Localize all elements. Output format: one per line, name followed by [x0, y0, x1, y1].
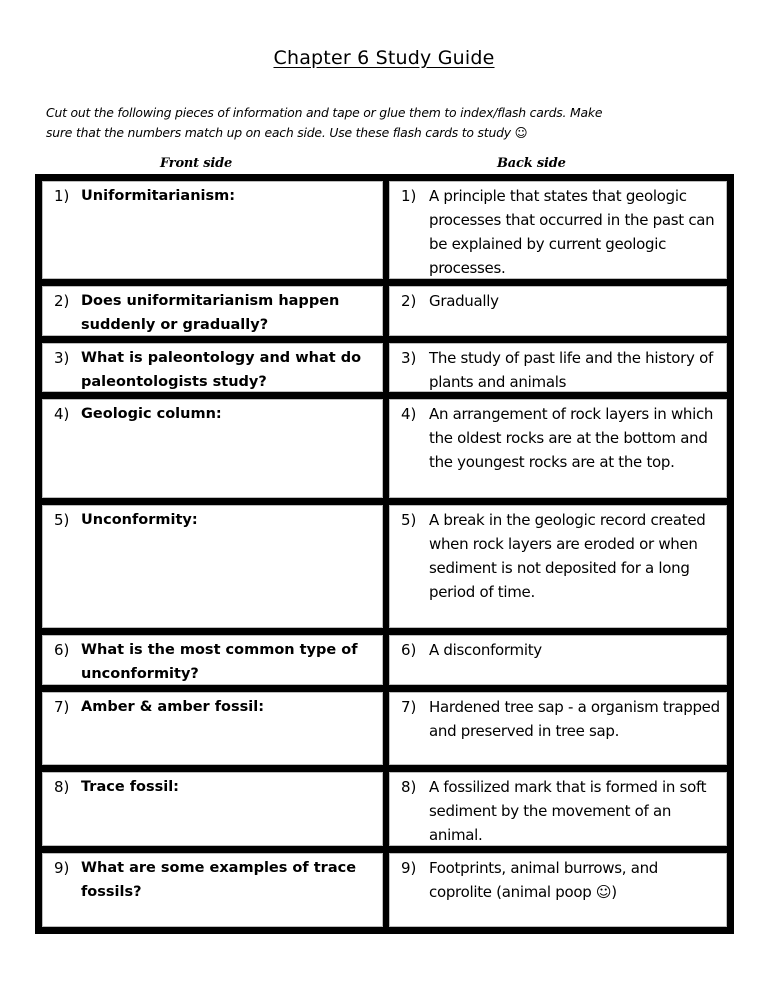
card-item — [42, 853, 383, 904]
card-term: What is paleontology and what do paleontologists study? — [81, 350, 362, 390]
card-number: 5) — [54, 511, 70, 529]
card-number: 6) — [54, 641, 70, 659]
card-term: Unconformity: — [81, 512, 198, 528]
card-item — [42, 635, 383, 686]
card-7-back-cell — [389, 692, 727, 765]
card-3-back-cell — [389, 343, 727, 392]
card-term: Trace fossil: — [81, 779, 179, 795]
card-item — [42, 286, 383, 337]
card-6-front-cell — [42, 635, 383, 685]
card-4-front-cell — [42, 399, 383, 498]
card-item — [389, 853, 727, 904]
card-7-front-cell — [42, 692, 383, 765]
instructions-line-1: Cut out the following pieces of information and tape or glue them to index/flash cards. Make — [46, 105, 603, 120]
card-number: 1) — [401, 187, 417, 205]
card-4-back-cell — [389, 399, 727, 498]
card-definition: An arrangement of rock layers in which the oldest rocks are at the bottom and the youngest rocks are at the top. — [429, 405, 714, 471]
card-number: 8) — [401, 778, 417, 796]
card-1-back-cell — [389, 181, 727, 279]
card-number: 2) — [401, 292, 417, 310]
card-definition: A break in the geologic record created when rock layers are eroded or when sediment is not deposited for a long period of time. — [429, 511, 706, 601]
card-item — [42, 343, 383, 394]
card-number: 9) — [401, 859, 417, 877]
card-item — [389, 343, 727, 394]
card-9-front-cell — [42, 853, 383, 927]
card-number: 4) — [54, 405, 70, 423]
instructions — [46, 103, 736, 143]
card-number: 9) — [54, 859, 70, 877]
card-definition: A principle that states that geologic processes that occurred in the past can be explained by current geologic processes. — [429, 187, 715, 277]
card-2-front-cell — [42, 286, 383, 336]
card-item — [389, 505, 727, 604]
card-item — [42, 772, 383, 799]
card-9-back-cell — [389, 853, 727, 927]
card-number: 1) — [54, 187, 70, 205]
instructions-line-2: sure that the numbers match up on each side. Use these flash cards to study ☺ — [46, 125, 528, 140]
page-title: Chapter 6 Study Guide — [273, 47, 495, 69]
card-1-front-cell — [42, 181, 383, 279]
card-2-back-cell — [389, 286, 727, 336]
card-5-back-cell — [389, 505, 727, 628]
card-definition: The study of past life and the history of plants and animals — [429, 349, 713, 391]
card-term: Amber & amber fossil: — [81, 699, 265, 715]
card-3-front-cell — [42, 343, 383, 392]
card-term: Geologic column: — [81, 406, 222, 422]
card-number: 3) — [54, 349, 70, 367]
card-definition: Hardened tree sap - a organism trapped and preserved in tree sap. — [429, 698, 720, 740]
card-term: Uniformitarianism: — [81, 188, 236, 204]
card-item — [389, 635, 727, 662]
card-number: 6) — [401, 641, 417, 659]
card-term: Does uniformitarianism happen suddenly or gradually? — [81, 293, 340, 333]
card-item — [389, 286, 727, 313]
card-item — [42, 692, 383, 719]
card-item — [389, 181, 727, 280]
card-8-back-cell — [389, 772, 727, 846]
card-item — [389, 772, 727, 847]
card-item — [389, 692, 727, 743]
card-number: 5) — [401, 511, 417, 529]
card-number: 2) — [54, 292, 70, 310]
card-number: 7) — [54, 698, 70, 716]
card-item — [389, 399, 727, 474]
card-number: 7) — [401, 698, 417, 716]
card-item — [42, 505, 383, 532]
card-item — [42, 399, 383, 426]
card-8-front-cell — [42, 772, 383, 846]
card-number: 3) — [401, 349, 417, 367]
card-item — [42, 181, 383, 208]
card-definition: A fossilized mark that is formed in soft sediment by the movement of an animal. — [429, 778, 707, 844]
column-header-front: Front side — [160, 156, 233, 171]
flashcard-table — [35, 174, 734, 934]
card-definition: Footprints, animal burrows, and coprolite (animal poop ☺) — [429, 859, 659, 901]
card-number: 4) — [401, 405, 417, 423]
card-term: What are some examples of trace fossils? — [81, 860, 357, 900]
card-6-back-cell — [389, 635, 727, 685]
card-number: 8) — [54, 778, 70, 796]
card-term: What is the most common type of unconformity? — [81, 642, 358, 682]
card-5-front-cell — [42, 505, 383, 628]
column-header-back: Back side — [497, 156, 566, 171]
card-definition: Gradually — [429, 292, 499, 310]
card-definition: A disconformity — [429, 641, 542, 659]
